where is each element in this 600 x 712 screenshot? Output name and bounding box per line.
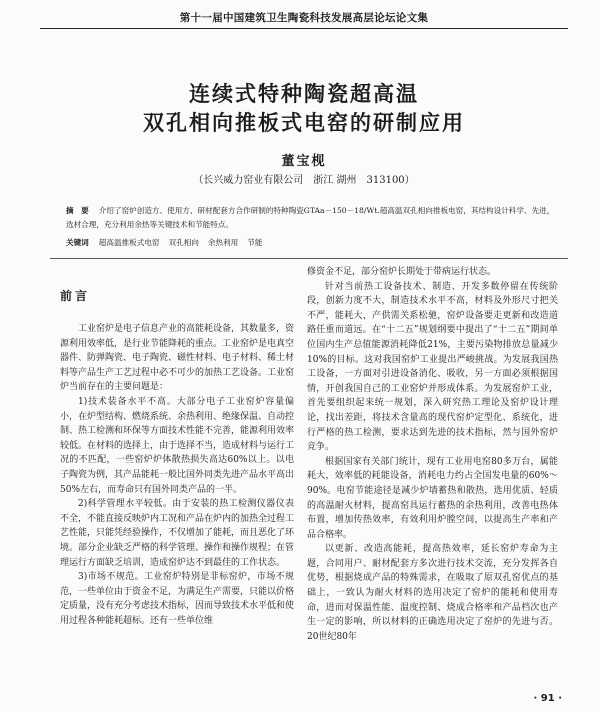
section-heading-introduction: 前言: [60, 289, 91, 303]
keyword: 余热利用: [207, 238, 239, 247]
section-divider: [50, 258, 568, 259]
left-column: [60, 322, 294, 628]
paper-title-line-1: 连续式特种陶瓷超高温: [189, 82, 419, 106]
abstract-text: 介绍了窑炉创造方、使用方、研材配套方合作研制的特种陶瓷GTAa－150－18/Wt.超高温双孔相向推板电窑，其结构设计科学、先进，选材合理，充分利用余热等关键技术和节能特点。: [66, 206, 555, 229]
keyword: 超高温推板式电窑: [98, 238, 160, 247]
body-paragraph: 1)技术装备水平不高。大部分电子工业窑炉容量偏小，在炉型结构、燃烧系统、余热利用、绝缘保温、自动控制、热工检测和环保等方面技术性能不完善，能源利用效率较低。在材料的选择上，由于选择不当，造成材料与运行工况的不匹配，一些窑炉炉体散热损失高达60%以上。以电子陶瓷为例，其产品能耗一般比国外同类先进产品水平高出50%左右，而寿命只有国外同类产品的一半。: [60, 396, 295, 495]
page-number: · 91 ·: [533, 693, 562, 704]
body-paragraph: 修资金不足，部分窑炉长期处于带病运行状态。: [307, 267, 497, 277]
abstract: [66, 204, 561, 232]
right-column: [307, 265, 558, 644]
paper-title-line-2: 双孔相向推板式电窑的研制应用: [143, 111, 465, 135]
abstract-label: 摘 要: [66, 206, 89, 215]
body-paragraph: 2)科学管理水平较低。由于安装的热工检测仪器仪表不全，不能直接反映炉内工况和产品在炉内的加热全过程工艺性能，只能凭经验操作，不仅增加了能耗，而且恶化了环境。部分企业缺乏严格的科学管理、操作和操作规程；在管理运行方面缺乏培训，造成窑炉达不到最佳的工作状态。: [60, 499, 295, 568]
keywords-label: 关键词: [66, 238, 89, 247]
running-header: 第十一届中国建筑卫生陶瓷科技发展高层论坛论文集: [179, 12, 429, 24]
keyword: 双孔相向: [168, 238, 199, 247]
body-paragraph: 工业窑炉是电子信息产业的高能耗设备，其数量多，资源利用效率低，是行业节能降耗的重点。工业窑炉是电真空器件、防弹陶瓷、电子陶瓷、磁性材料、电子材料、稀土材料等产品生产工艺过程中必不可少的加热工艺设备。工业窑炉当前存在的主要问题是：: [60, 324, 295, 393]
body-paragraph: 针对当前热工设备技术、制造、开发多数停留在传统阶段，创新力度不大，制造技术水平不高，材料及外形尺寸把关不严，能耗大，产供需关系松驰，窑炉设备要走更新和改造道路任重而道远。在“十二五”规划纲要中提出了“十二五”期间单位国内生产总值能源消耗降低21%，主要污染物排放总量减少10%的目标。这对我国窑炉工业提出严峻挑战。为发展我国热工设备，一方面对引进设备消化、吸收，另一方面必须根据国情，开创我国自己的工业窑炉并形成体系。为发展窑炉工业，首先要组织起来统一规划，深入研究热工理论及窑炉设计理论，找出差距，将技术含量高的现代窑炉定型化、系统化，进行严格的热工检测，要求达到先进的技术指标，然与国外窑炉竞争。: [307, 281, 558, 453]
keyword: 节能: [247, 238, 263, 247]
author-affiliation: （长兴威力窑业有限公司 浙江 湖州 313100）: [193, 175, 415, 186]
keywords: [66, 236, 561, 250]
body-paragraph: 以更新、改造高能耗，提高热效率，延长窑炉寿命为主题，合同用户、耐材配套方多次进行技术交流，充分发挥各自优势，根据烧成产品的特殊需求，在吸取了原双孔窑优点的基础上，一致认为耐火材料的选用决定了窑炉的能耗和使用寿命，进而对保温性能、温度控制、烧成合格率和产品档次也产生一定的影响，所以材料的正确选用决定了窑炉的先进与否。20世纪80年: [307, 544, 558, 642]
body-paragraph: 3)市场不规范。工业窑炉特别是非标窑炉，市场不规范，一些单位由于资金不足，为满足生产需要，只能以价格定质量，没有充分考虑技术指标，因而导致技术水平低和使用过程各种能耗超标。还有一些单位维: [60, 572, 295, 626]
body-paragraph: 根据国家有关部门统计，现有工业用电窑80多万台，属能耗大，效率低的耗能设备，消耗电力约占全国发电量的60%～90%。电窑节能途径是减少炉墙蓄热和散热，选用优质、轻质的高温耐火材料，提高窑具运行蓄热的余热利用，改善电热体布置，增加传热效率，有效利用炉膛空间，以提高生产率和产品合格率。: [307, 456, 558, 540]
header-rule: [40, 28, 568, 29]
author-name: 董宝枧: [281, 154, 327, 169]
